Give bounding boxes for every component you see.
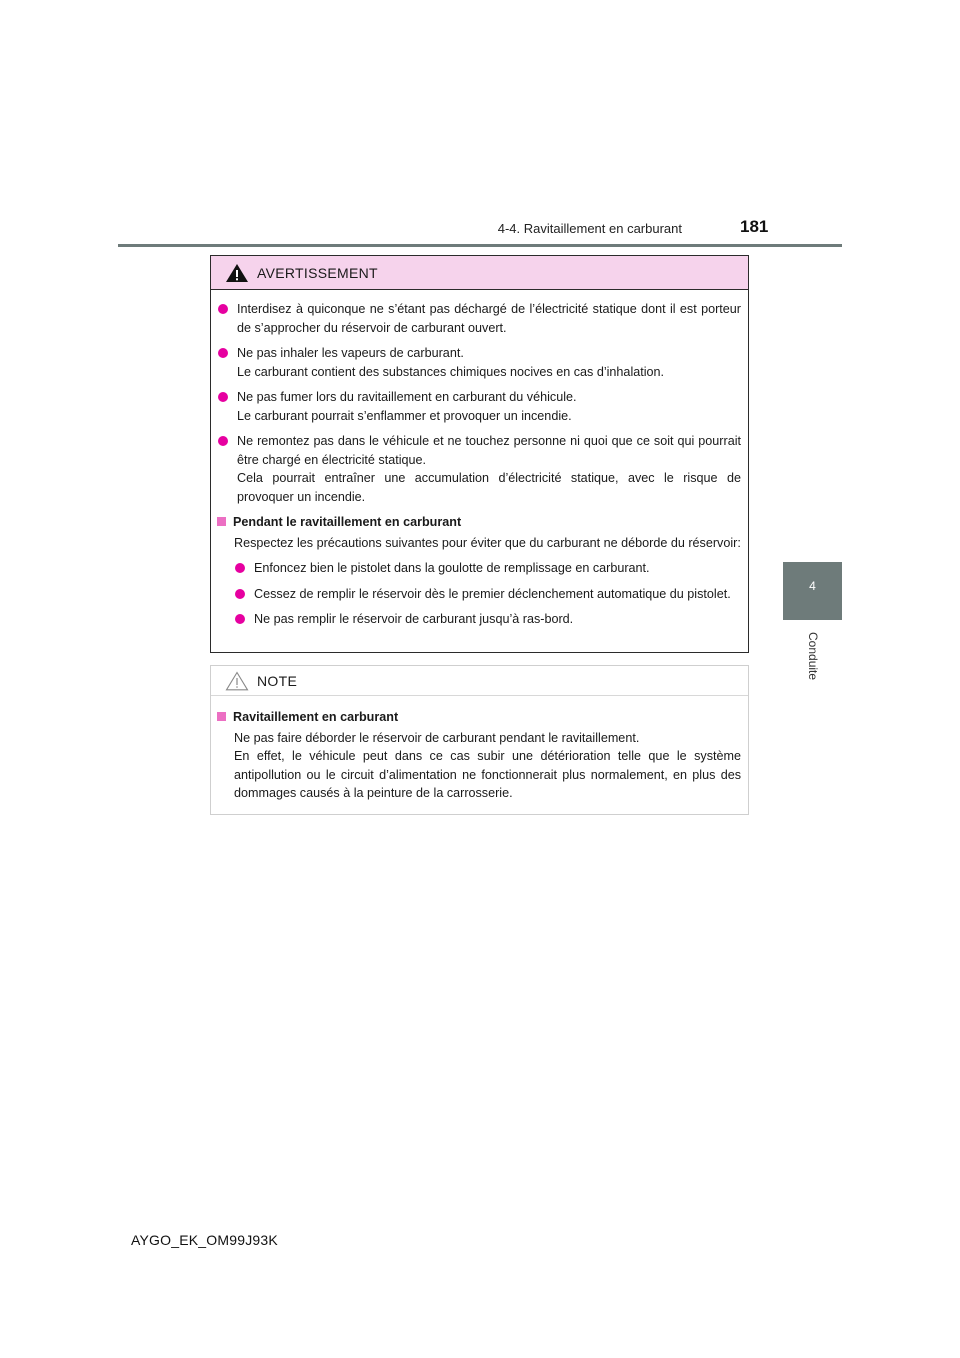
chapter-number: 4 <box>809 579 816 593</box>
list-item <box>217 388 741 425</box>
bullet-dot-icon <box>235 614 245 624</box>
list-item <box>234 610 741 629</box>
bullet-text: Enfoncez bien le pistolet dans la goulotte de remplissage en carburant. <box>254 561 650 575</box>
warning-header <box>211 256 748 290</box>
note-line: Ne pas faire déborder le réservoir de carburant pendant le ravitaillement. <box>234 730 640 745</box>
list-item <box>217 432 741 506</box>
warning-body <box>211 290 748 629</box>
bullet-text: Cessez de remplir le réservoir dès le premier déclenchement automatique du pistolet. <box>254 586 731 601</box>
warning-title: AVERTISSEMENT <box>257 264 378 281</box>
list-item <box>234 585 741 604</box>
bullet-text: Interdisez à quiconque ne s’étant pas déchargé de l’électricité statique dont il est porteur de s’approcher du réservoir de carburant ouvert. <box>237 302 741 335</box>
bullet-text: Ne pas inhaler les vapeurs de carburant. Le carburant contient des substances chimiques nocives en cas d’inhalation. <box>237 346 665 379</box>
bullet-text: Ne pas remplir le réservoir de carburant jusqu’à ras-bord. <box>254 612 574 626</box>
chapter-label: Conduite <box>806 632 820 681</box>
subsection-heading-text: Ravitaillement en carburant <box>233 710 399 724</box>
list-item <box>217 300 741 337</box>
list-item <box>217 344 741 381</box>
page-number: 181 <box>740 217 769 236</box>
subsection-heading-text: Pendant le ravitaillement en carburant <box>233 515 462 529</box>
note-body <box>211 696 748 803</box>
note-box <box>210 665 749 815</box>
bullet-dot-icon <box>235 563 245 573</box>
warning-triangle-icon <box>225 263 249 283</box>
caution-triangle-icon <box>225 671 249 691</box>
footer-code: AYGO_EK_OM99J93K <box>131 1232 278 1248</box>
subsection-intro: Respectez les précautions suivantes pour éviter que du carburant ne déborde du réservoir: <box>234 535 741 550</box>
square-bullet-icon <box>217 712 226 721</box>
bullet-dot-icon <box>218 392 228 402</box>
bullet-dot-icon <box>235 589 245 599</box>
subsection-heading <box>217 513 741 532</box>
subsection-list <box>217 559 741 629</box>
warning-box <box>210 255 749 653</box>
bullet-dot-icon <box>218 304 228 314</box>
header-rule <box>118 244 842 247</box>
header-section-title: 4-4. Ravitaillement en carburant <box>497 221 682 236</box>
bullet-dot-icon <box>218 436 228 446</box>
note-header <box>211 666 748 696</box>
bullet-dot-icon <box>218 348 228 358</box>
bullet-text: Ne pas fumer lors du ravitaillement en carburant du véhicule. Le carburant pourrait s’enflammer et provoquer un incendie. <box>237 390 577 423</box>
note-title: NOTE <box>257 672 298 689</box>
chapter-tab <box>783 562 842 620</box>
subsection-heading <box>217 708 741 727</box>
note-line: En effet, le véhicule peut dans ce cas subir une détérioration telle que le système antipollution ou le circuit d’alimentation ne fonctionnerait plus normalement, en plus des dommages causés à la peinture de la carrosserie. <box>234 749 741 800</box>
list-item <box>234 559 741 578</box>
square-bullet-icon <box>217 517 226 526</box>
bullet-text: Ne remontez pas dans le véhicule et ne touchez personne ni quoi que ce soit qui pourrait être chargé en électricité statique. Cela pourrait entraîner une accumulation d’électricité statique, avec le risque de provoquer un incendie. <box>237 434 741 504</box>
